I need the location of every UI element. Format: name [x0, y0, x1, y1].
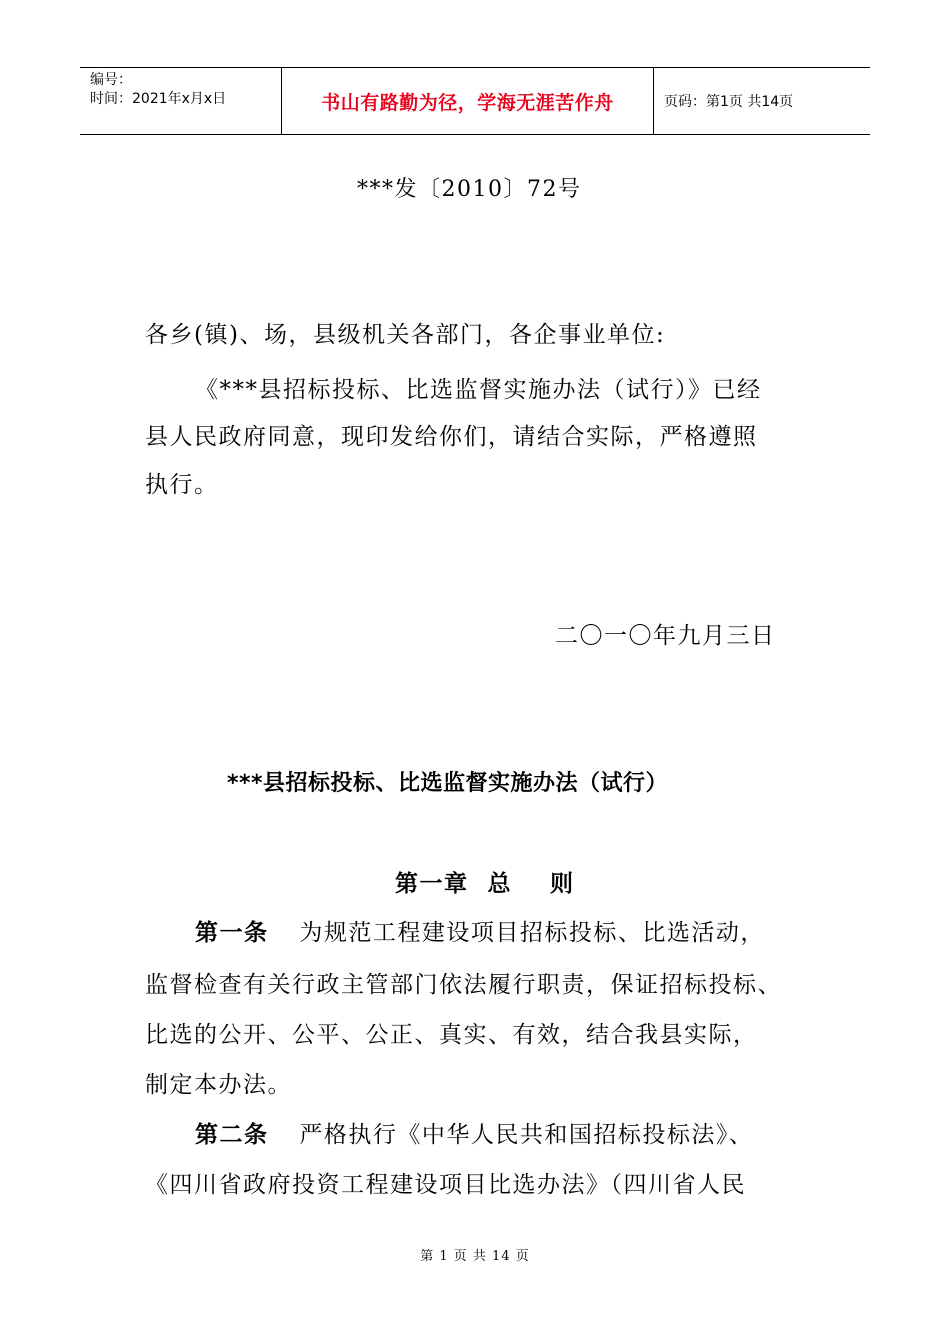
article-line: 制定本办法。	[145, 1072, 292, 1098]
article-text: 为规范工程建设项目招标投标、比选活动，	[299, 920, 765, 946]
header-meta-cell	[80, 68, 282, 134]
addressee-line: 各乡(镇)、场，县级机关各部门，各企事业单位:	[145, 322, 666, 348]
document-number-label: 编号：	[90, 72, 132, 88]
notice-line: 县人民政府同意，现印发给你们，请结合实际，严格遵照	[145, 424, 758, 450]
article-text: 严格执行《中华人民共和国招标投标法》、	[299, 1122, 754, 1148]
header-motto: 书山有路勤为径，学海无涯苦作舟	[321, 91, 614, 114]
header-motto-cell	[282, 68, 654, 134]
header-page-info: 页码：第1页 共14页	[664, 94, 794, 110]
article-first-line	[195, 914, 765, 947]
issue-date: 二〇一〇年九月三日	[555, 623, 776, 649]
document-header	[80, 67, 870, 135]
header-page-cell	[654, 68, 870, 134]
document-issue-number: ***发〔2010〕72号	[357, 177, 582, 202]
article-label: 第一条	[195, 920, 269, 946]
chapter-heading: 第一章 总 则	[395, 871, 575, 897]
notice-line: 执行。	[145, 472, 219, 498]
article-line: 监督检查有关行政主管部门依法履行职责，保证招标投标、	[145, 972, 782, 998]
article-line: 比选的公开、公平、公正、真实、有效，结合我县实际，	[145, 1022, 758, 1048]
article-label: 第二条	[195, 1122, 269, 1148]
regulation-title: ***县招标投标、比选监督实施办法（试行）	[227, 771, 669, 796]
notice-line: 《***县招标投标、比选监督实施办法（试行）》已经	[195, 377, 762, 403]
article-first-line	[195, 1116, 753, 1149]
page-footer: 第 1 页 共 14 页	[420, 1249, 530, 1264]
document-time-label: 时间：2021年x月x日	[90, 91, 227, 107]
article-line: 《四川省政府投资工程建设项目比选办法》（四川省人民	[145, 1172, 746, 1198]
